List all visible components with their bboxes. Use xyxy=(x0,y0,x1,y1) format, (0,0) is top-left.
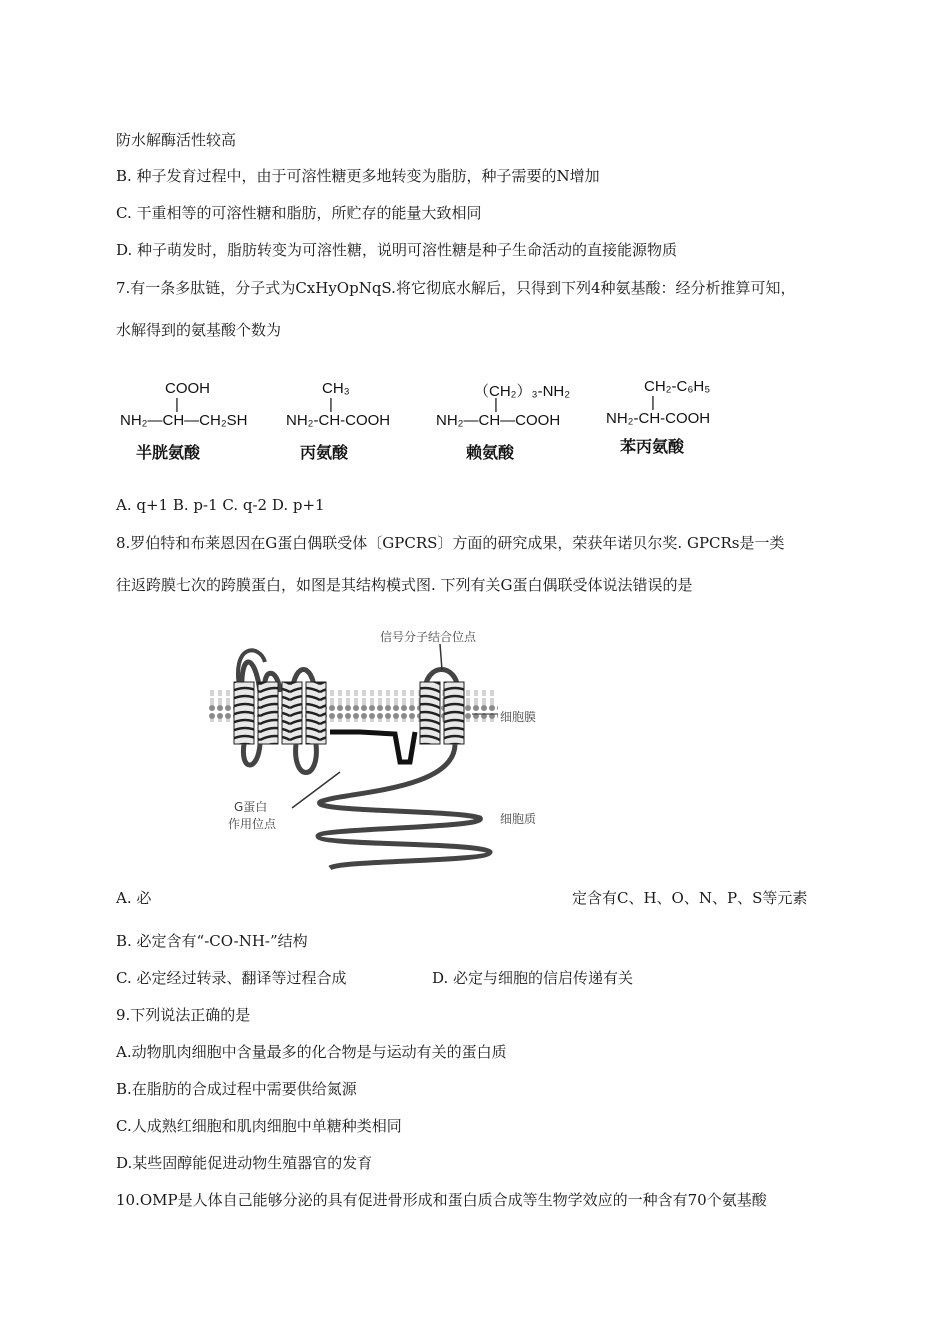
phenylalanine-bond: | xyxy=(651,394,655,411)
q8-option-d: D. 必定与细胞的信启传递有关 xyxy=(432,969,634,987)
q8-stem-line2: 往返跨膜七次的跨膜蛋白，如图是其结构模式图. 下列有关G蛋白偶联受体说法错误的是 xyxy=(116,576,693,594)
alanine-side-group: CH₃ xyxy=(322,380,350,397)
q9-option-c: C.人成熟红细胞和肌肉细胞中单糖种类相同 xyxy=(116,1117,402,1135)
q7-stem-line1: 7.有一条多肽链，分子式为CxHyOpNqS.将它彻底水解后，只得到下列4种氨基酸：经分析推算可知， xyxy=(116,279,796,297)
cysteine-side-group: COOH xyxy=(165,380,210,397)
cysteine-bond: | xyxy=(175,396,179,413)
amino-acid-lysine xyxy=(436,380,596,470)
q9-stem: 9.下列说法正确的是 xyxy=(116,1006,251,1024)
amino-acid-cysteine xyxy=(120,380,270,470)
cysteine-name: 半胱氨酸 xyxy=(136,443,201,462)
transmembrane-helix-2 xyxy=(258,682,278,744)
q7-options: A. q+1 B. p-1 C. q-2 D. p+1 xyxy=(116,496,325,514)
phenylalanine-side-group: CH₂-C₆H₅ xyxy=(644,378,711,395)
cytoplasm-label: 细胞质 xyxy=(500,812,537,826)
q9-option-a: A.动物肌肉细胞中含量最多的化合物是与运动有关的蛋白质 xyxy=(116,1043,507,1061)
phenylalanine-name: 苯丙氨酸 xyxy=(620,437,685,456)
q9-option-b: B.在脂肪的合成过程中需要供给氮源 xyxy=(116,1080,357,1098)
q8-option-b: B. 必定含有“-CO-NH-”结构 xyxy=(116,932,308,950)
amino-acid-phenylalanine xyxy=(606,378,736,468)
q8-option-a-part1: A. 必 xyxy=(116,889,152,907)
alanine-bond: | xyxy=(329,396,333,413)
g-protein-site-label-1: G蛋白 xyxy=(234,800,268,814)
lysine-name: 赖氨酸 xyxy=(466,443,515,462)
transmembrane-helix-6 xyxy=(444,682,464,744)
q10-stem: 10.OMP是人体自己能够分泌的具有促进骨形成和蛋白质合成等生物学效应的一种含有70个氨基酸 xyxy=(116,1191,767,1209)
lysine-main-chain: NH₂—CH—COOH xyxy=(436,412,561,429)
amino-acid-alanine xyxy=(286,380,416,470)
q7-stem-line2: 水解得到的氨基酸个数为 xyxy=(116,321,282,339)
q8-option-a-part2: 定含有C、H、O、N、P、S等元素 xyxy=(572,889,808,907)
q6-option-b: B. 种子发育过程中，由于可溶性糖更多地转变为脂肪，种子需要的N增加 xyxy=(116,167,600,185)
lysine-side-group: （CH₂）₃-NH₂ xyxy=(474,383,571,400)
cysteine-main-chain: NH₂—CH—CH₂SH xyxy=(120,412,248,429)
lysine-bond: | xyxy=(494,396,498,413)
q9-option-d: D.某些固醇能促进动物生殖器官的发育 xyxy=(116,1154,373,1172)
phenylalanine-main-chain: NH₂-CH-COOH xyxy=(606,410,711,427)
transmembrane-helix-4 xyxy=(306,682,326,744)
option-a-continuation: 防水解酶活性较高 xyxy=(116,131,237,149)
alanine-main-chain: NH₂-CH-COOH xyxy=(286,412,391,429)
signal-binding-site-label: 信号分子结合位点 xyxy=(380,630,477,644)
q8-stem-line1: 8.罗伯特和布莱恩因在G蛋白偶联受体〔GPCRS〕方面的研究成果，荣获年诺贝尔奖. GPCRs是一类 xyxy=(116,534,785,552)
transmembrane-helix-3 xyxy=(282,682,302,744)
g-protein-site-label-2: 作用位点 xyxy=(228,817,277,831)
gpcr-structure-figure xyxy=(200,622,580,884)
q8-option-c: C. 必定经过转录、翻译等过程合成 xyxy=(116,969,347,987)
cell-membrane-label: 细胞膜 xyxy=(500,710,537,724)
transmembrane-helix-5 xyxy=(420,682,440,744)
transmembrane-helix-1 xyxy=(234,682,254,744)
q6-option-c: C. 干重相等的可溶性糖和脂肪，所贮存的能量大致相同 xyxy=(116,204,482,222)
alanine-name: 丙氨酸 xyxy=(300,443,349,462)
gpcr-diagram xyxy=(200,622,580,884)
q6-option-d: D. 种子萌发时，脂肪转变为可溶性糖，说明可溶性糖是种子生命活动的直接能源物质 xyxy=(116,241,678,259)
